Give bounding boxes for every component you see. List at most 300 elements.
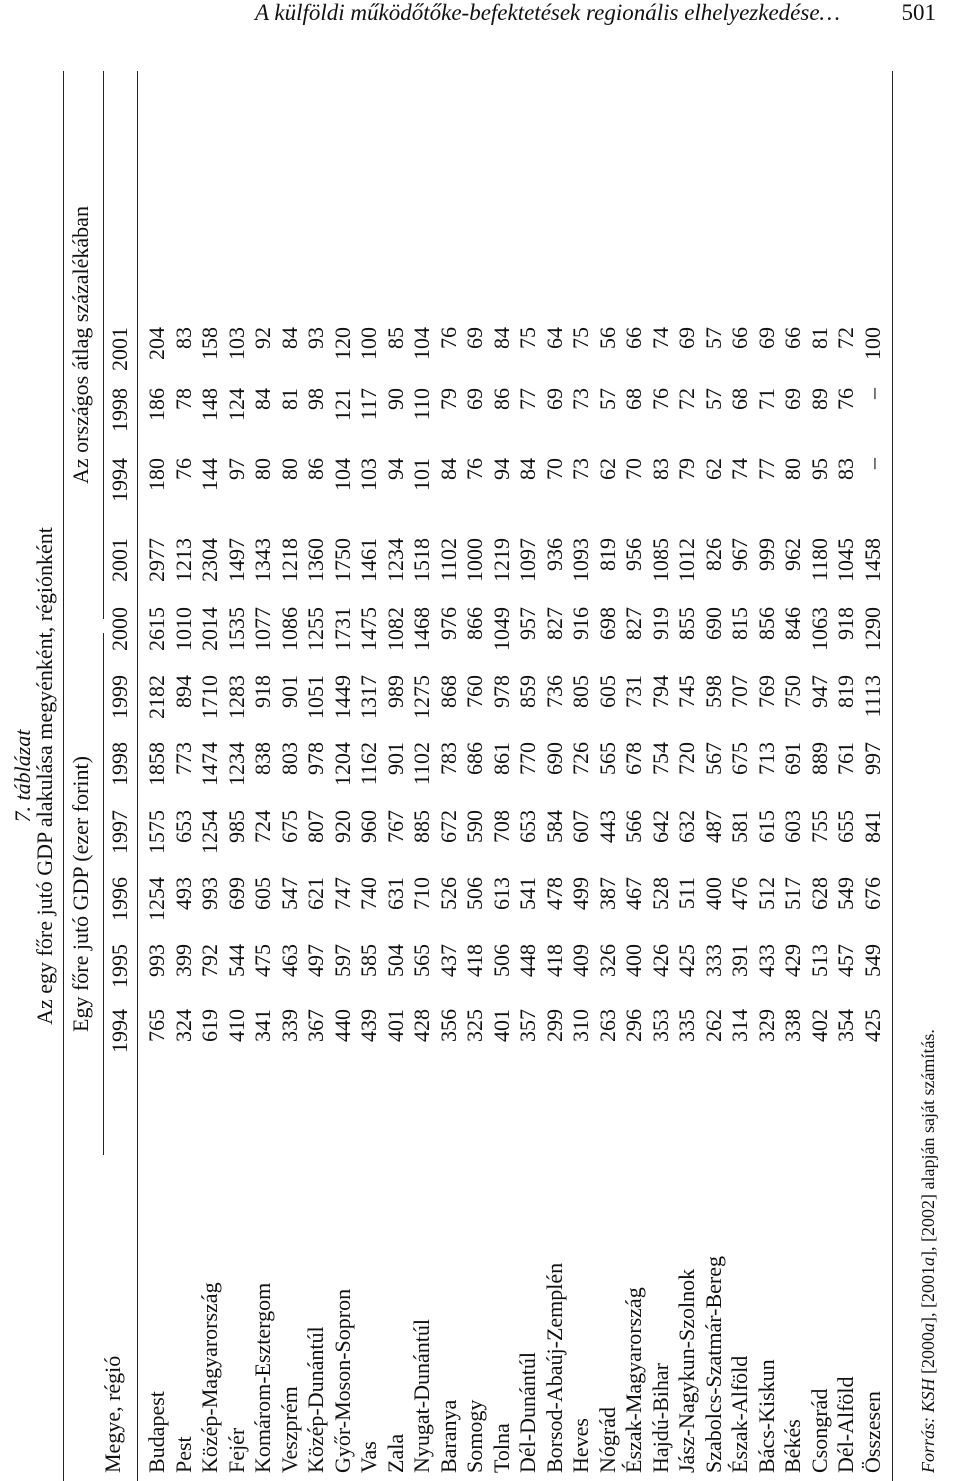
table-cell: 333 bbox=[700, 944, 726, 977]
table-cell: 68 bbox=[621, 388, 646, 410]
table-cell: 69 bbox=[462, 327, 487, 349]
table-cell: 329 bbox=[753, 1009, 779, 1042]
table-cell: 144 bbox=[197, 458, 222, 491]
table-cell: 1102 bbox=[409, 742, 434, 786]
row-label: Észak-Alföld bbox=[727, 1355, 752, 1473]
table-cell: 1213 bbox=[170, 538, 196, 582]
table-cell: 75 bbox=[568, 327, 593, 349]
table-cell: 1731 bbox=[329, 607, 355, 651]
table-cell: 690 bbox=[700, 607, 726, 640]
column-header: 2000 bbox=[107, 607, 132, 651]
table-cell: 1710 bbox=[197, 675, 222, 719]
table-cell: 1219 bbox=[488, 538, 514, 582]
table-cell: 989 bbox=[382, 675, 408, 708]
row-label: Borsod-Abaúj-Zemplén bbox=[541, 1262, 567, 1473]
table-cell: 2977 bbox=[144, 538, 169, 582]
table-cell: 1082 bbox=[382, 607, 408, 651]
table-cell: 476 bbox=[727, 877, 752, 910]
table-cell: 57 bbox=[700, 327, 726, 349]
table-cell: 1234 bbox=[382, 538, 408, 582]
table-cell: 86 bbox=[303, 458, 328, 480]
table-cell: 296 bbox=[621, 1009, 646, 1042]
table-cell: 103 bbox=[223, 327, 249, 360]
table-cell: 75 bbox=[515, 327, 540, 349]
table-cell: 76 bbox=[435, 327, 461, 349]
table-cell: 478 bbox=[541, 877, 567, 910]
table-cell: 978 bbox=[303, 742, 328, 775]
table-cell: 262 bbox=[700, 1009, 726, 1042]
table-cell: 607 bbox=[568, 810, 593, 843]
table-cell: 976 bbox=[435, 607, 461, 640]
table-cell: 70 bbox=[621, 458, 646, 480]
table-cell: 314 bbox=[727, 1009, 752, 1042]
table-cell: 993 bbox=[197, 877, 222, 910]
table-cell: 1010 bbox=[170, 607, 196, 651]
table-cell: 720 bbox=[674, 742, 699, 775]
table-cell: 367 bbox=[303, 1009, 328, 1042]
table-cell: 487 bbox=[700, 810, 726, 843]
table-cell: 827 bbox=[621, 607, 646, 640]
table-cell: 2304 bbox=[197, 538, 222, 582]
table-cell: 324 bbox=[170, 1009, 196, 1042]
table-cell: 866 bbox=[462, 607, 487, 640]
table-cell: 819 bbox=[594, 538, 620, 571]
table-cell: 676 bbox=[859, 877, 885, 910]
table-cell: 2182 bbox=[144, 675, 169, 719]
row-label: Nógrád bbox=[594, 1407, 620, 1473]
table-cell: 547 bbox=[276, 877, 302, 910]
table-cell: 299 bbox=[541, 1009, 567, 1042]
table-cell: 855 bbox=[674, 607, 699, 640]
table-cell: 792 bbox=[197, 944, 222, 977]
table-cell: 70 bbox=[541, 458, 567, 480]
table-cell: 598 bbox=[700, 675, 726, 708]
table-bottom-rule bbox=[892, 71, 893, 1481]
table-cell: 409 bbox=[568, 944, 593, 977]
table-cell: – bbox=[859, 388, 885, 399]
table-cell: 653 bbox=[170, 810, 196, 843]
table-cell: 584 bbox=[541, 810, 567, 843]
row-label: Tolna bbox=[488, 1423, 514, 1473]
table-cell: 901 bbox=[276, 675, 302, 708]
column-header: 1994 bbox=[107, 1009, 132, 1053]
row-label: Dél-Dunántúl bbox=[515, 1352, 540, 1473]
table-cell: 325 bbox=[462, 1009, 487, 1042]
table-header-rule bbox=[137, 71, 138, 1481]
table-cell: 400 bbox=[621, 944, 646, 977]
table-cell: 690 bbox=[541, 742, 567, 775]
table-cell: 401 bbox=[382, 1009, 408, 1042]
row-label: Közép-Dunántúl bbox=[303, 1326, 328, 1473]
table-cell: 1535 bbox=[223, 607, 249, 651]
table-cell: 401 bbox=[488, 1009, 514, 1042]
table-cell: 1162 bbox=[356, 742, 381, 786]
table-cell: 84 bbox=[250, 388, 275, 410]
table-cell: 761 bbox=[833, 742, 858, 775]
group2-header: Az országos átlag százalékában bbox=[68, 206, 93, 484]
table-cell: 506 bbox=[488, 944, 514, 977]
table-cell: 549 bbox=[859, 944, 885, 977]
table-cell: 95 bbox=[806, 458, 832, 480]
table-cell: 1858 bbox=[144, 742, 169, 786]
table-cell: 104 bbox=[409, 327, 434, 360]
table-cell: 827 bbox=[541, 607, 567, 640]
table-cell: 1102 bbox=[435, 538, 461, 582]
table-cell: 947 bbox=[806, 675, 832, 708]
table-cell: 326 bbox=[594, 944, 620, 977]
table-cell: 755 bbox=[806, 810, 832, 843]
column-header: 2001 bbox=[107, 538, 132, 582]
table-cell: 86 bbox=[488, 388, 514, 410]
table-cell: 615 bbox=[753, 810, 779, 843]
table-cell: 603 bbox=[780, 810, 805, 843]
table-cell: 69 bbox=[462, 388, 487, 410]
table-cell: 425 bbox=[859, 1009, 885, 1042]
table-cell: 967 bbox=[727, 538, 752, 571]
table-cell: 93 bbox=[303, 327, 328, 349]
row-label: Bács-Kiskun bbox=[753, 1359, 779, 1473]
table-cell: 686 bbox=[462, 742, 487, 775]
table-cell: 66 bbox=[621, 327, 646, 349]
table-cell: 504 bbox=[382, 944, 408, 977]
table-cell: 204 bbox=[144, 327, 169, 360]
table-cell: 81 bbox=[276, 388, 302, 410]
column-header: 1994 bbox=[107, 458, 132, 502]
table-cell: 803 bbox=[276, 742, 302, 775]
row-label: Csongrád bbox=[806, 1388, 832, 1473]
table-cell: 1468 bbox=[409, 607, 434, 651]
table-cell: 1180 bbox=[806, 538, 832, 582]
table-footnote: Forrás: KSH [2000a], [2001a], [2002] alapján saját számítás. bbox=[918, 1029, 938, 1473]
table-cell: 76 bbox=[647, 388, 673, 410]
table-cell: 1475 bbox=[356, 607, 381, 651]
table-cell: 353 bbox=[647, 1009, 673, 1042]
table-cell: 356 bbox=[435, 1009, 461, 1042]
table-cell: 1234 bbox=[223, 742, 249, 786]
table-cell: 815 bbox=[727, 607, 752, 640]
table-cell: 517 bbox=[780, 877, 805, 910]
table-cell: 541 bbox=[515, 877, 540, 910]
table-cell: 103 bbox=[356, 458, 381, 491]
table-cell: 80 bbox=[780, 458, 805, 480]
table-cell: 675 bbox=[727, 742, 752, 775]
table-cell: 956 bbox=[621, 538, 646, 571]
table-cell: 1283 bbox=[223, 675, 249, 719]
table-cell: 497 bbox=[303, 944, 328, 977]
table-cell: 439 bbox=[356, 1009, 381, 1042]
table-cell: 74 bbox=[727, 458, 752, 480]
table-cell: 707 bbox=[727, 675, 752, 708]
table-top-rule bbox=[63, 71, 64, 1481]
table-cell: 528 bbox=[647, 877, 673, 910]
table-cell: 698 bbox=[594, 607, 620, 640]
table-cell: 605 bbox=[594, 675, 620, 708]
table-cell: 678 bbox=[621, 742, 646, 775]
column-header: 1995 bbox=[107, 944, 132, 988]
table-cell: 339 bbox=[276, 1009, 302, 1042]
table-cell: 699 bbox=[223, 877, 249, 910]
column-header: 1998 bbox=[107, 388, 132, 432]
table-cell: 62 bbox=[700, 458, 726, 480]
table-cell: 463 bbox=[276, 944, 302, 977]
row-label: Szabolcs-Szatmár-Bereg bbox=[700, 1255, 726, 1473]
row-label: Heves bbox=[568, 1418, 593, 1473]
table-cell: 84 bbox=[435, 458, 461, 480]
table-cell: 78 bbox=[170, 388, 196, 410]
table-cell: 859 bbox=[515, 675, 540, 708]
running-title: A külföldi működőtőke-befektetések regionális elhelyezkedése… bbox=[255, 0, 840, 25]
table-cell: 754 bbox=[647, 742, 673, 775]
table-cell: 400 bbox=[700, 877, 726, 910]
table-cell: 2014 bbox=[197, 607, 222, 651]
table-cell: 475 bbox=[250, 944, 275, 977]
table-cell: 736 bbox=[541, 675, 567, 708]
table-cell: 121 bbox=[329, 388, 355, 421]
table-cell: 999 bbox=[753, 538, 779, 571]
row-label: Dél-Alföld bbox=[833, 1376, 858, 1473]
table-cell: 72 bbox=[833, 327, 858, 349]
row-label: Zala bbox=[382, 1433, 408, 1473]
table-cell: 960 bbox=[356, 810, 381, 843]
table-cell: 819 bbox=[833, 675, 858, 708]
group1-rule bbox=[103, 633, 104, 1155]
table-cell: 97 bbox=[223, 458, 249, 480]
table-cell: 1218 bbox=[276, 538, 302, 582]
table-cell: 765 bbox=[144, 1009, 169, 1042]
table-cell: 1012 bbox=[674, 538, 699, 582]
table-cell: 590 bbox=[462, 810, 487, 843]
table-cell: 978 bbox=[488, 675, 514, 708]
table-cell: 76 bbox=[170, 458, 196, 480]
table-cell: 750 bbox=[780, 675, 805, 708]
table-cell: 83 bbox=[647, 458, 673, 480]
table-cell: 597 bbox=[329, 944, 355, 977]
table-cell: 341 bbox=[250, 1009, 275, 1042]
table-cell: 642 bbox=[647, 810, 673, 843]
row-label: Veszprém bbox=[276, 1386, 302, 1473]
table-cell: 186 bbox=[144, 388, 169, 421]
table-cell: 1750 bbox=[329, 538, 355, 582]
table-cell: 69 bbox=[674, 327, 699, 349]
table-cell: 493 bbox=[170, 877, 196, 910]
table-cell: 263 bbox=[594, 1009, 620, 1042]
table-cell: 180 bbox=[144, 458, 169, 491]
table-cell: 605 bbox=[250, 877, 275, 910]
column-header: 1999 bbox=[107, 675, 132, 719]
table-cell: 846 bbox=[780, 607, 805, 640]
table-cell: 565 bbox=[594, 742, 620, 775]
table-cell: 565 bbox=[409, 944, 434, 977]
table-cell: 1343 bbox=[250, 538, 275, 582]
table-cell: 619 bbox=[197, 1009, 222, 1042]
row-label: Észak-Magyarország bbox=[621, 1287, 646, 1473]
table-cell: 710 bbox=[409, 877, 434, 910]
table-cell: 885 bbox=[409, 810, 434, 843]
table-cell: 1518 bbox=[409, 538, 434, 582]
table-cell: 1000 bbox=[462, 538, 487, 582]
table-cell: 566 bbox=[621, 810, 646, 843]
table-cell: 77 bbox=[753, 458, 779, 480]
table-cell: 467 bbox=[621, 877, 646, 910]
table-cell: 437 bbox=[435, 944, 461, 977]
table-cell: 76 bbox=[833, 388, 858, 410]
table-cell: 918 bbox=[250, 675, 275, 708]
table-cell: 957 bbox=[515, 607, 540, 640]
table-cell: 74 bbox=[647, 327, 673, 349]
table-cell: 158 bbox=[197, 327, 222, 360]
table-cell: – bbox=[859, 458, 885, 469]
column-header: 1997 bbox=[107, 810, 132, 854]
table-cell: 1204 bbox=[329, 742, 355, 786]
table-cell: 101 bbox=[409, 458, 434, 491]
table-cell: 433 bbox=[753, 944, 779, 977]
table-cell: 1085 bbox=[647, 538, 673, 582]
row-label: Közép-Magyarország bbox=[197, 1282, 222, 1473]
table-cell: 68 bbox=[727, 388, 752, 410]
table-cell: 807 bbox=[303, 810, 328, 843]
table-cell: 83 bbox=[833, 458, 858, 480]
table-cell: 1113 bbox=[859, 675, 885, 718]
row-label: Komárom-Esztergom bbox=[250, 1282, 275, 1473]
table-cell: 632 bbox=[674, 810, 699, 843]
table-cell: 838 bbox=[250, 742, 275, 775]
table-cell: 708 bbox=[488, 810, 514, 843]
table-cell: 79 bbox=[674, 458, 699, 480]
table-cell: 80 bbox=[276, 458, 302, 480]
table-cell: 1255 bbox=[303, 607, 328, 651]
table-cell: 1077 bbox=[250, 607, 275, 651]
table-cell: 653 bbox=[515, 810, 540, 843]
table-cell: 66 bbox=[780, 327, 805, 349]
column-header: 1996 bbox=[107, 877, 132, 921]
table-cell: 513 bbox=[806, 944, 832, 977]
table-cell: 613 bbox=[488, 877, 514, 910]
table-cell: 418 bbox=[462, 944, 487, 977]
table-cell: 72 bbox=[674, 388, 699, 410]
table-cell: 1254 bbox=[144, 877, 169, 921]
table-cell: 621 bbox=[303, 877, 328, 910]
table-cell: 745 bbox=[674, 675, 699, 708]
table-cell: 92 bbox=[250, 327, 275, 349]
table-cell: 84 bbox=[488, 327, 514, 349]
row-label: Budapest bbox=[144, 1391, 169, 1473]
table-cell: 76 bbox=[462, 458, 487, 480]
table-cell: 1093 bbox=[568, 538, 593, 582]
row-label: Somogy bbox=[462, 1399, 487, 1473]
table-cell: 104 bbox=[329, 458, 355, 491]
table-cell: 713 bbox=[753, 742, 779, 775]
table-cell: 85 bbox=[382, 327, 408, 349]
table-cell: 985 bbox=[223, 810, 249, 843]
table-cell: 120 bbox=[329, 327, 355, 360]
table-cell: 628 bbox=[806, 877, 832, 910]
row-label: Baranya bbox=[435, 1399, 461, 1473]
table-cell: 916 bbox=[568, 607, 593, 640]
table-cell: 83 bbox=[170, 327, 196, 349]
row-label: Jász-Nagykun-Szolnok bbox=[674, 1268, 699, 1473]
table-cell: 62 bbox=[594, 458, 620, 480]
table-cell: 1097 bbox=[515, 538, 540, 582]
table-cell: 81 bbox=[806, 327, 832, 349]
table-cell: 1254 bbox=[197, 810, 222, 854]
table-cell: 1461 bbox=[356, 538, 381, 582]
table-cell: 69 bbox=[541, 388, 567, 410]
table-cell: 549 bbox=[833, 877, 858, 910]
table-cell: 100 bbox=[859, 327, 885, 360]
table-cell: 919 bbox=[647, 607, 673, 640]
table-cell: 794 bbox=[647, 675, 673, 708]
table-cell: 124 bbox=[223, 388, 249, 421]
table-cell: 672 bbox=[435, 810, 461, 843]
table-cell: 457 bbox=[833, 944, 858, 977]
table-cell: 901 bbox=[382, 742, 408, 775]
table-cell: 499 bbox=[568, 877, 593, 910]
table-cell: 66 bbox=[727, 327, 752, 349]
table-cell: 425 bbox=[674, 944, 699, 977]
table-cell: 443 bbox=[594, 810, 620, 843]
table-cell: 769 bbox=[753, 675, 779, 708]
table-cell: 448 bbox=[515, 944, 540, 977]
table-cell: 581 bbox=[727, 810, 752, 843]
table-cell: 94 bbox=[382, 458, 408, 480]
table-cell: 89 bbox=[806, 388, 832, 410]
table-cell: 428 bbox=[409, 1009, 434, 1042]
table-cell: 391 bbox=[727, 944, 752, 977]
table-cell: 1063 bbox=[806, 607, 832, 651]
table-cell: 79 bbox=[435, 388, 461, 410]
table-cell: 731 bbox=[621, 675, 646, 708]
table-cell: 526 bbox=[435, 877, 461, 910]
table-cell: 80 bbox=[250, 458, 275, 480]
row-header-label: Megye, régió bbox=[100, 1355, 125, 1473]
table-cell: 410 bbox=[223, 1009, 249, 1042]
table-cell: 71 bbox=[753, 388, 779, 410]
table-cell: 841 bbox=[859, 810, 885, 843]
row-label: Nyugat-Dunántúl bbox=[409, 1319, 434, 1473]
table-cell: 84 bbox=[515, 458, 540, 480]
group1-header: Egy főre jutó GDP (ezer forint) bbox=[68, 756, 93, 1032]
table-cell: 418 bbox=[541, 944, 567, 977]
table-cell: 726 bbox=[568, 742, 593, 775]
table-cell: 56 bbox=[594, 327, 620, 349]
table-cell: 1086 bbox=[276, 607, 302, 651]
table-cell: 338 bbox=[780, 1009, 805, 1042]
table-cell: 724 bbox=[250, 810, 275, 843]
row-label: Fejér bbox=[223, 1427, 249, 1473]
column-header: 2001 bbox=[107, 327, 132, 371]
table-cell: 861 bbox=[488, 742, 514, 775]
table-cell: 2615 bbox=[144, 607, 169, 651]
table-cell: 773 bbox=[170, 742, 196, 775]
table-cell: 1275 bbox=[409, 675, 434, 719]
table-cell: 64 bbox=[541, 327, 567, 349]
table-cell: 675 bbox=[276, 810, 302, 843]
table-cell: 429 bbox=[780, 944, 805, 977]
table-cell: 73 bbox=[568, 458, 593, 480]
row-label: Vas bbox=[356, 1441, 381, 1473]
row-label: Pest bbox=[170, 1436, 196, 1473]
table-cell: 357 bbox=[515, 1009, 540, 1042]
table-cell: 148 bbox=[197, 388, 222, 421]
table-cell: 740 bbox=[356, 877, 381, 910]
row-label: Összesen bbox=[859, 1391, 885, 1473]
table-cell: 73 bbox=[568, 388, 593, 410]
table-cell: 100 bbox=[356, 327, 381, 360]
table-cell: 1474 bbox=[197, 742, 222, 786]
row-label: Békés bbox=[780, 1419, 805, 1473]
table-cell: 1360 bbox=[303, 538, 328, 582]
table-cell: 920 bbox=[329, 810, 355, 843]
